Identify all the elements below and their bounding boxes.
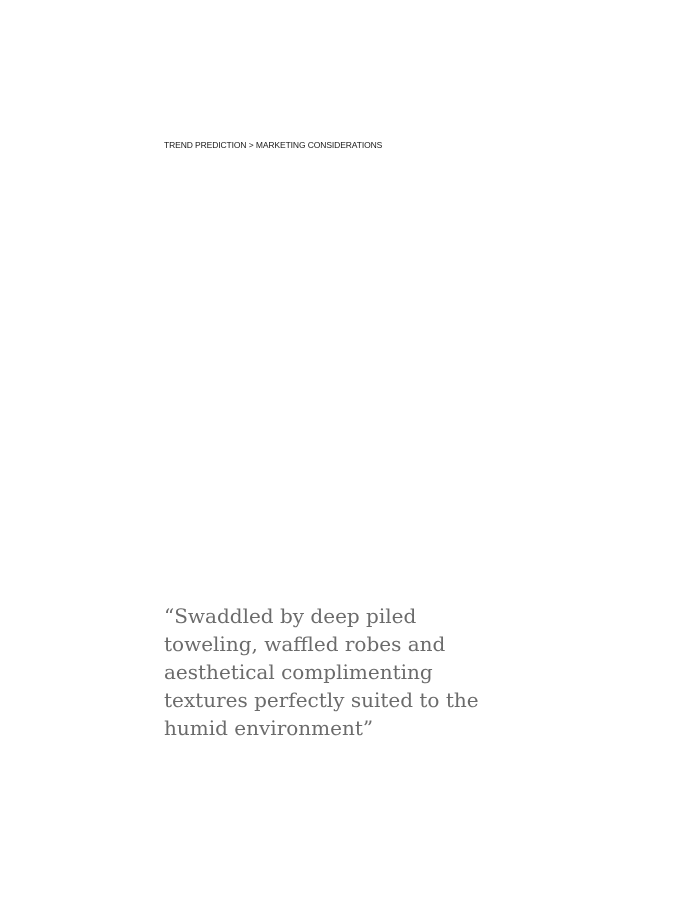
quote-line: toweling, waffled robes and — [164, 632, 446, 656]
breadcrumb: TREND PREDICTION > MARKETING CONSIDERATIONS — [164, 140, 383, 150]
quote-line: textures perfectly suited to the — [164, 688, 479, 712]
quote-line: humid environment” — [164, 716, 374, 740]
quote-line: aesthetical complimenting — [164, 660, 433, 684]
quote-line: “Swaddled by deep piled — [164, 604, 417, 628]
pull-quote — [164, 602, 484, 742]
